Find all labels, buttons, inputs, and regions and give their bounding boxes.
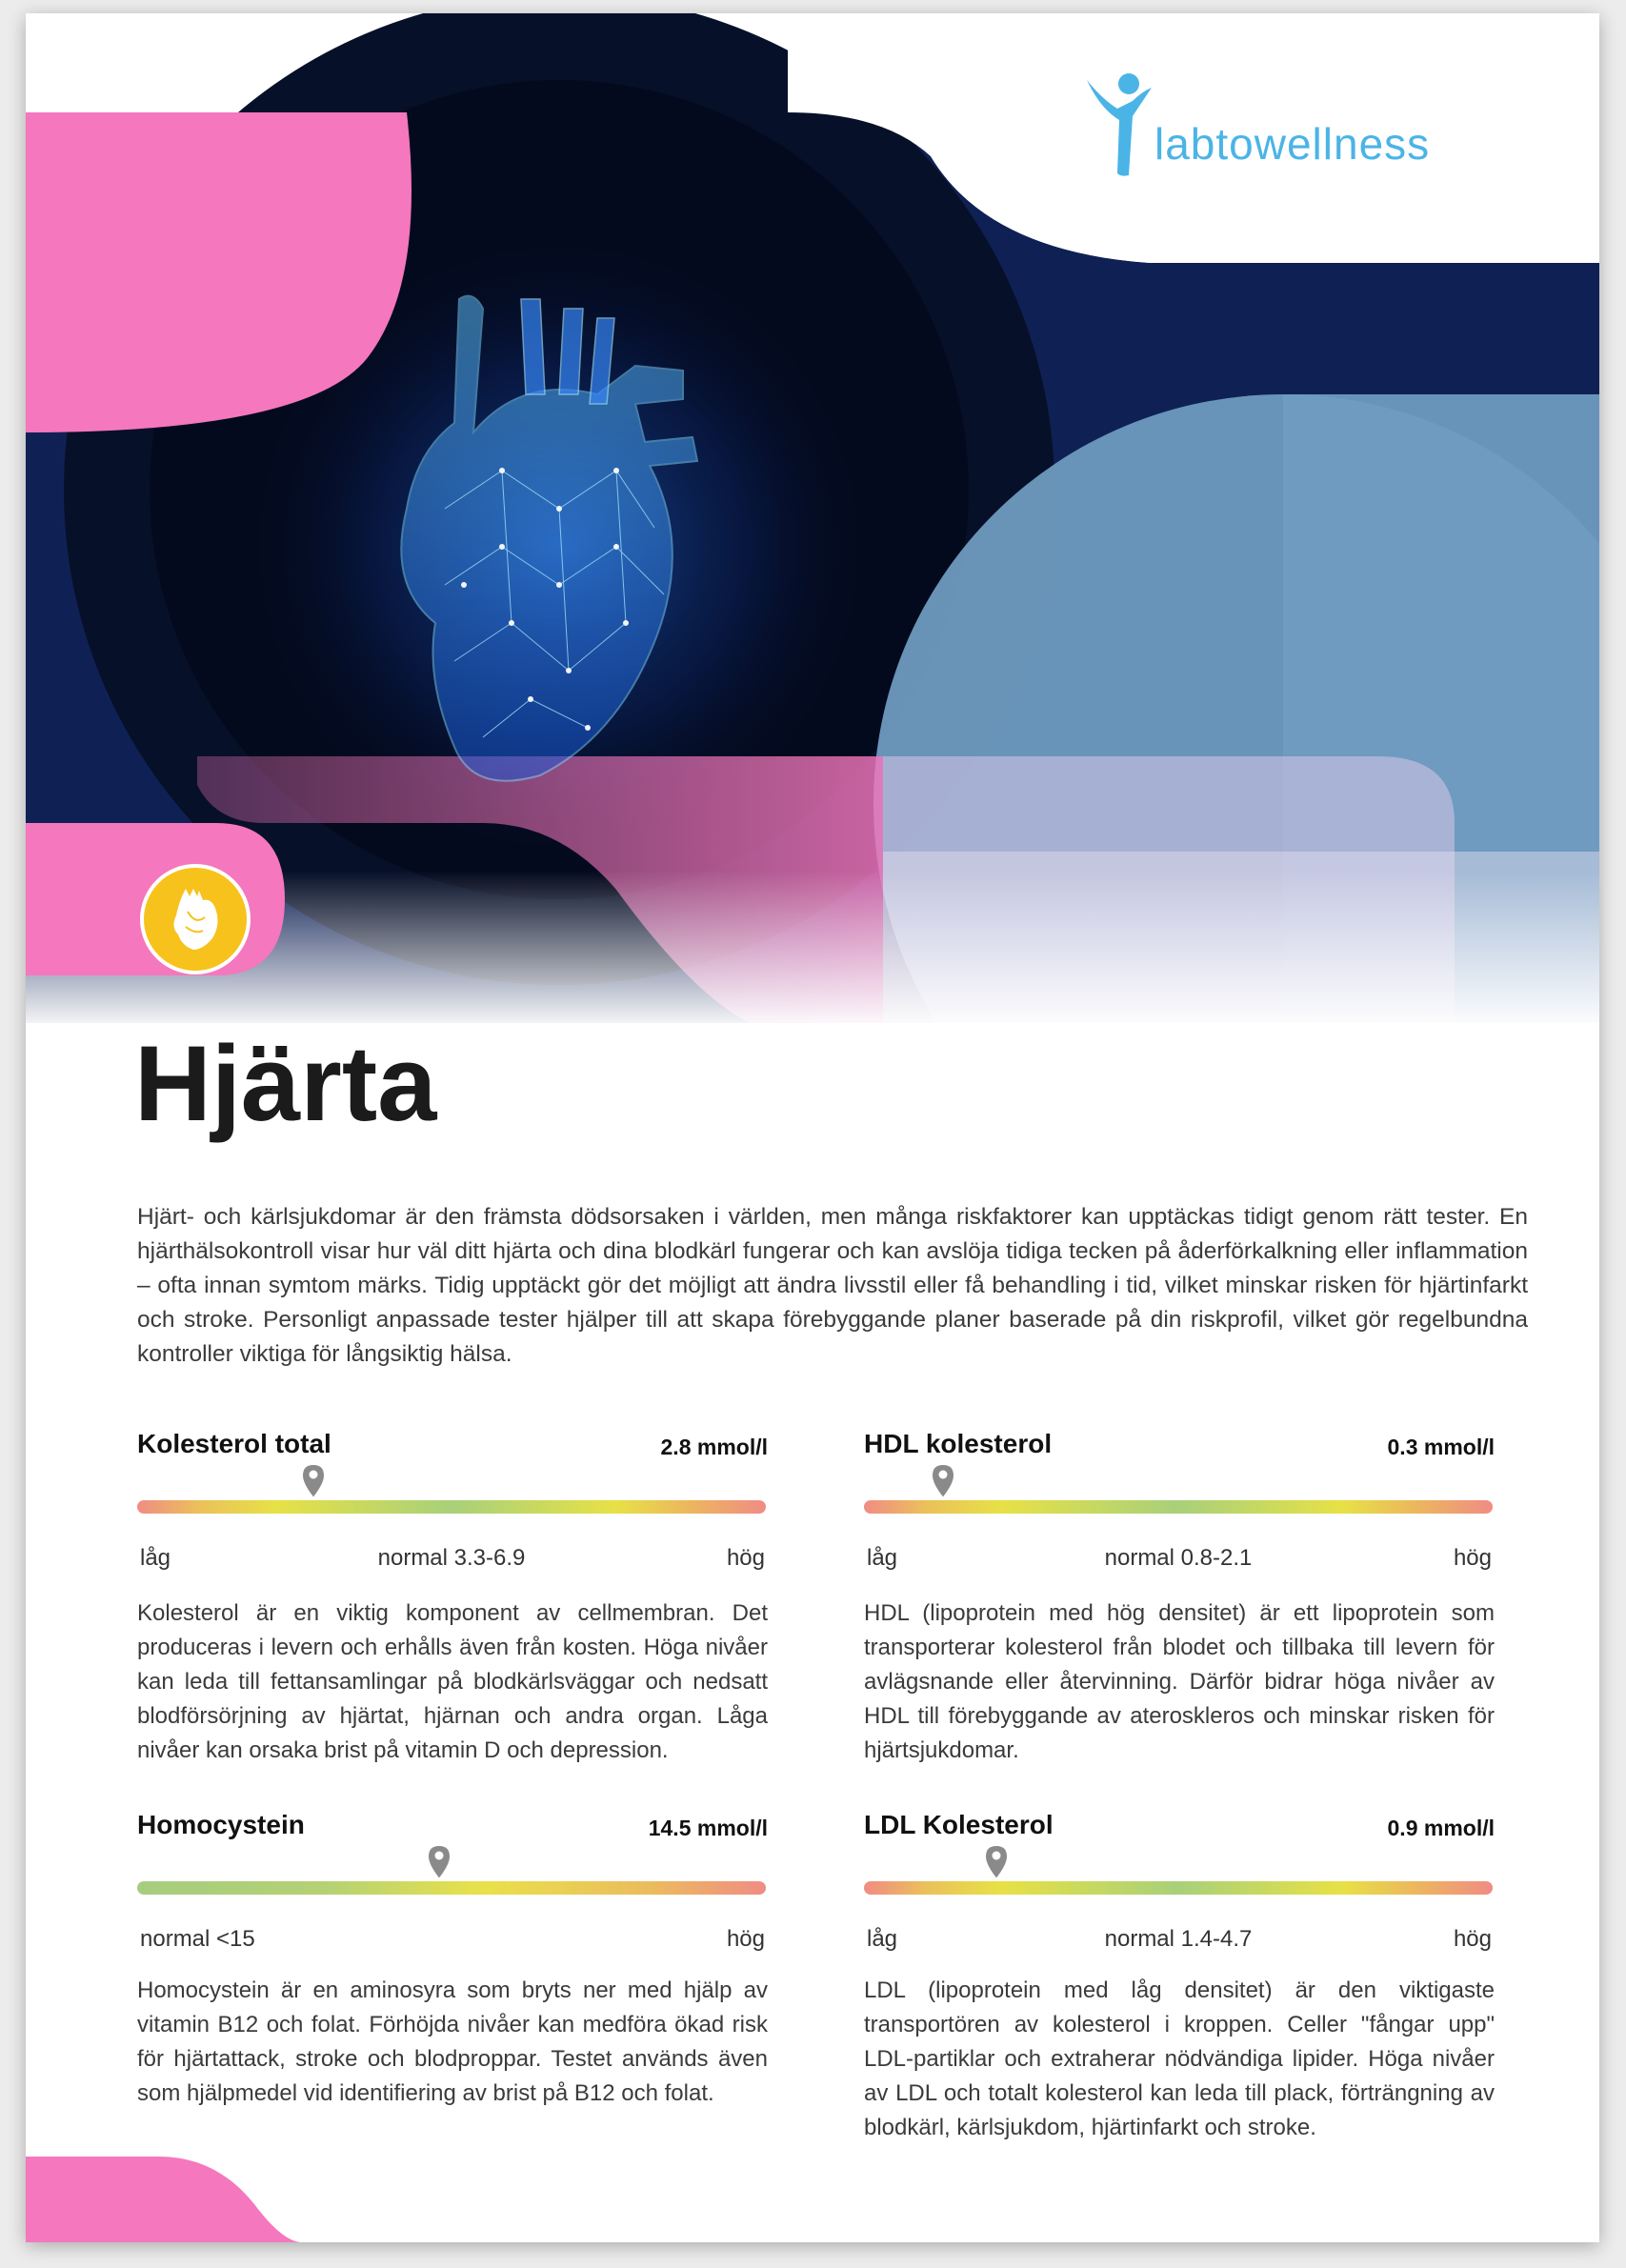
location-pin-icon xyxy=(931,1463,955,1499)
range-bar xyxy=(137,1500,766,1514)
marker-description: Homocystein är en aminosyra som bryts ner med hjälp av vitamin B12 och folat. Förhöjda nivåer kan medföra ökad risk för hjärtattack, stroke och blodproppar. Testet används även som hjälpmedel vid identifiering av brist på B12 och folat. xyxy=(137,1977,768,2106)
location-pin-icon xyxy=(427,1844,452,1880)
footer-decoration xyxy=(26,2157,311,2242)
logo-figure-icon xyxy=(1083,70,1159,185)
intro-paragraph: Hjärt- och kärlsjukdomar är den främsta dödsorsaken i världen, men många riskfaktorer kan upptäckas tidigt genom rätt tester. En hjärthälsokontroll visar hur väl ditt hjärta och dina blodkärl fungerar och kan avslöja tidiga tecken på åderförkalkning eller inflammation – ofta innan symtom märks. Tidig upptäckt gör det möjligt att ändra livsstil eller få behandling i tid, vilket minskar risken för hjärtinfarkt och stroke. Personligt anpassade tester hjälper till att skapa förebyggande planer baserade på din riskprofil, vilket gör regelbundna kontroller viktiga för långsiktig hälsa. xyxy=(137,1204,1528,1367)
range-bar xyxy=(137,1881,766,1895)
scale-label-low: låg xyxy=(867,1926,898,1952)
heart-badge xyxy=(140,864,251,974)
range-bar xyxy=(864,1500,1493,1514)
marker-description: HDL (lipoprotein med hög densitet) är ett lipoprotein som transporterar kolesterol från blodet och tillbaka till levern för avlägsnande eller återvinning. Därför bidrar höga nivåer av HDL till förebyggande av ateroskleros och minskar risken för hjärtsjukdomar. xyxy=(864,1600,1495,1763)
document-page xyxy=(26,13,1599,2242)
marker-title: HDL kolesterol xyxy=(864,1429,1053,1458)
page-title: Hjärta xyxy=(134,1024,437,1143)
marker-value: 14.5 mmol/l xyxy=(648,1816,768,1840)
scale-label-normal: normal 3.3-6.9 xyxy=(377,1545,526,1571)
marker-value: 0.9 mmol/l xyxy=(1387,1816,1495,1840)
scale-label-normal: normal 1.4-4.7 xyxy=(1104,1926,1253,1952)
scale-label-low: låg xyxy=(140,1545,171,1571)
location-pin-icon xyxy=(301,1463,326,1499)
marker-description: Kolesterol är en viktig komponent av cellmembran. Det produceras i levern och erhålls även från kosten. Höga nivåer kan leda till fettansamlingar på blodkärlsväggar och nedsatt blodförsörjning av hjärtat, hjärnan och andra organ. Låga nivåer kan orsaka brist på vitamin D och depression. xyxy=(137,1600,768,1763)
scale-label-high: hög xyxy=(1453,1545,1492,1571)
brand-logo[interactable] xyxy=(1083,70,1502,185)
scale-label-low: låg xyxy=(867,1545,898,1571)
scale-label-normal: normal 0.8-2.1 xyxy=(1104,1545,1253,1571)
scale-label-high: hög xyxy=(726,1926,765,1952)
logo-wordmark: labtowellness xyxy=(1154,119,1431,169)
marker-value: 0.3 mmol/l xyxy=(1387,1435,1495,1459)
scale-label-normal: normal <15 xyxy=(140,1926,255,1952)
marker-description: LDL (lipoprotein med låg densitet) är den viktigaste transportören av kolesterol i kroppen. Celler "fångar upp" LDL-partiklar och extraherar nödvändiga lipider. Höga nivåer av LDL och totalt kolesterol kan leda till plack, förträngning av blodkärl, kärlsjukdom, hjärtinfarkt och stroke. xyxy=(864,1977,1495,2140)
marker-value: 2.8 mmol/l xyxy=(660,1435,768,1459)
marker-title: Homocystein xyxy=(137,1810,305,1839)
marker-title: LDL Kolesterol xyxy=(864,1810,1054,1839)
scale-label-high: hög xyxy=(726,1545,765,1571)
marker-title: Kolesterol total xyxy=(137,1429,331,1458)
range-bar xyxy=(864,1881,1493,1895)
scale-label-high: hög xyxy=(1453,1926,1492,1952)
location-pin-icon xyxy=(984,1844,1009,1880)
heart-icon xyxy=(144,868,247,971)
